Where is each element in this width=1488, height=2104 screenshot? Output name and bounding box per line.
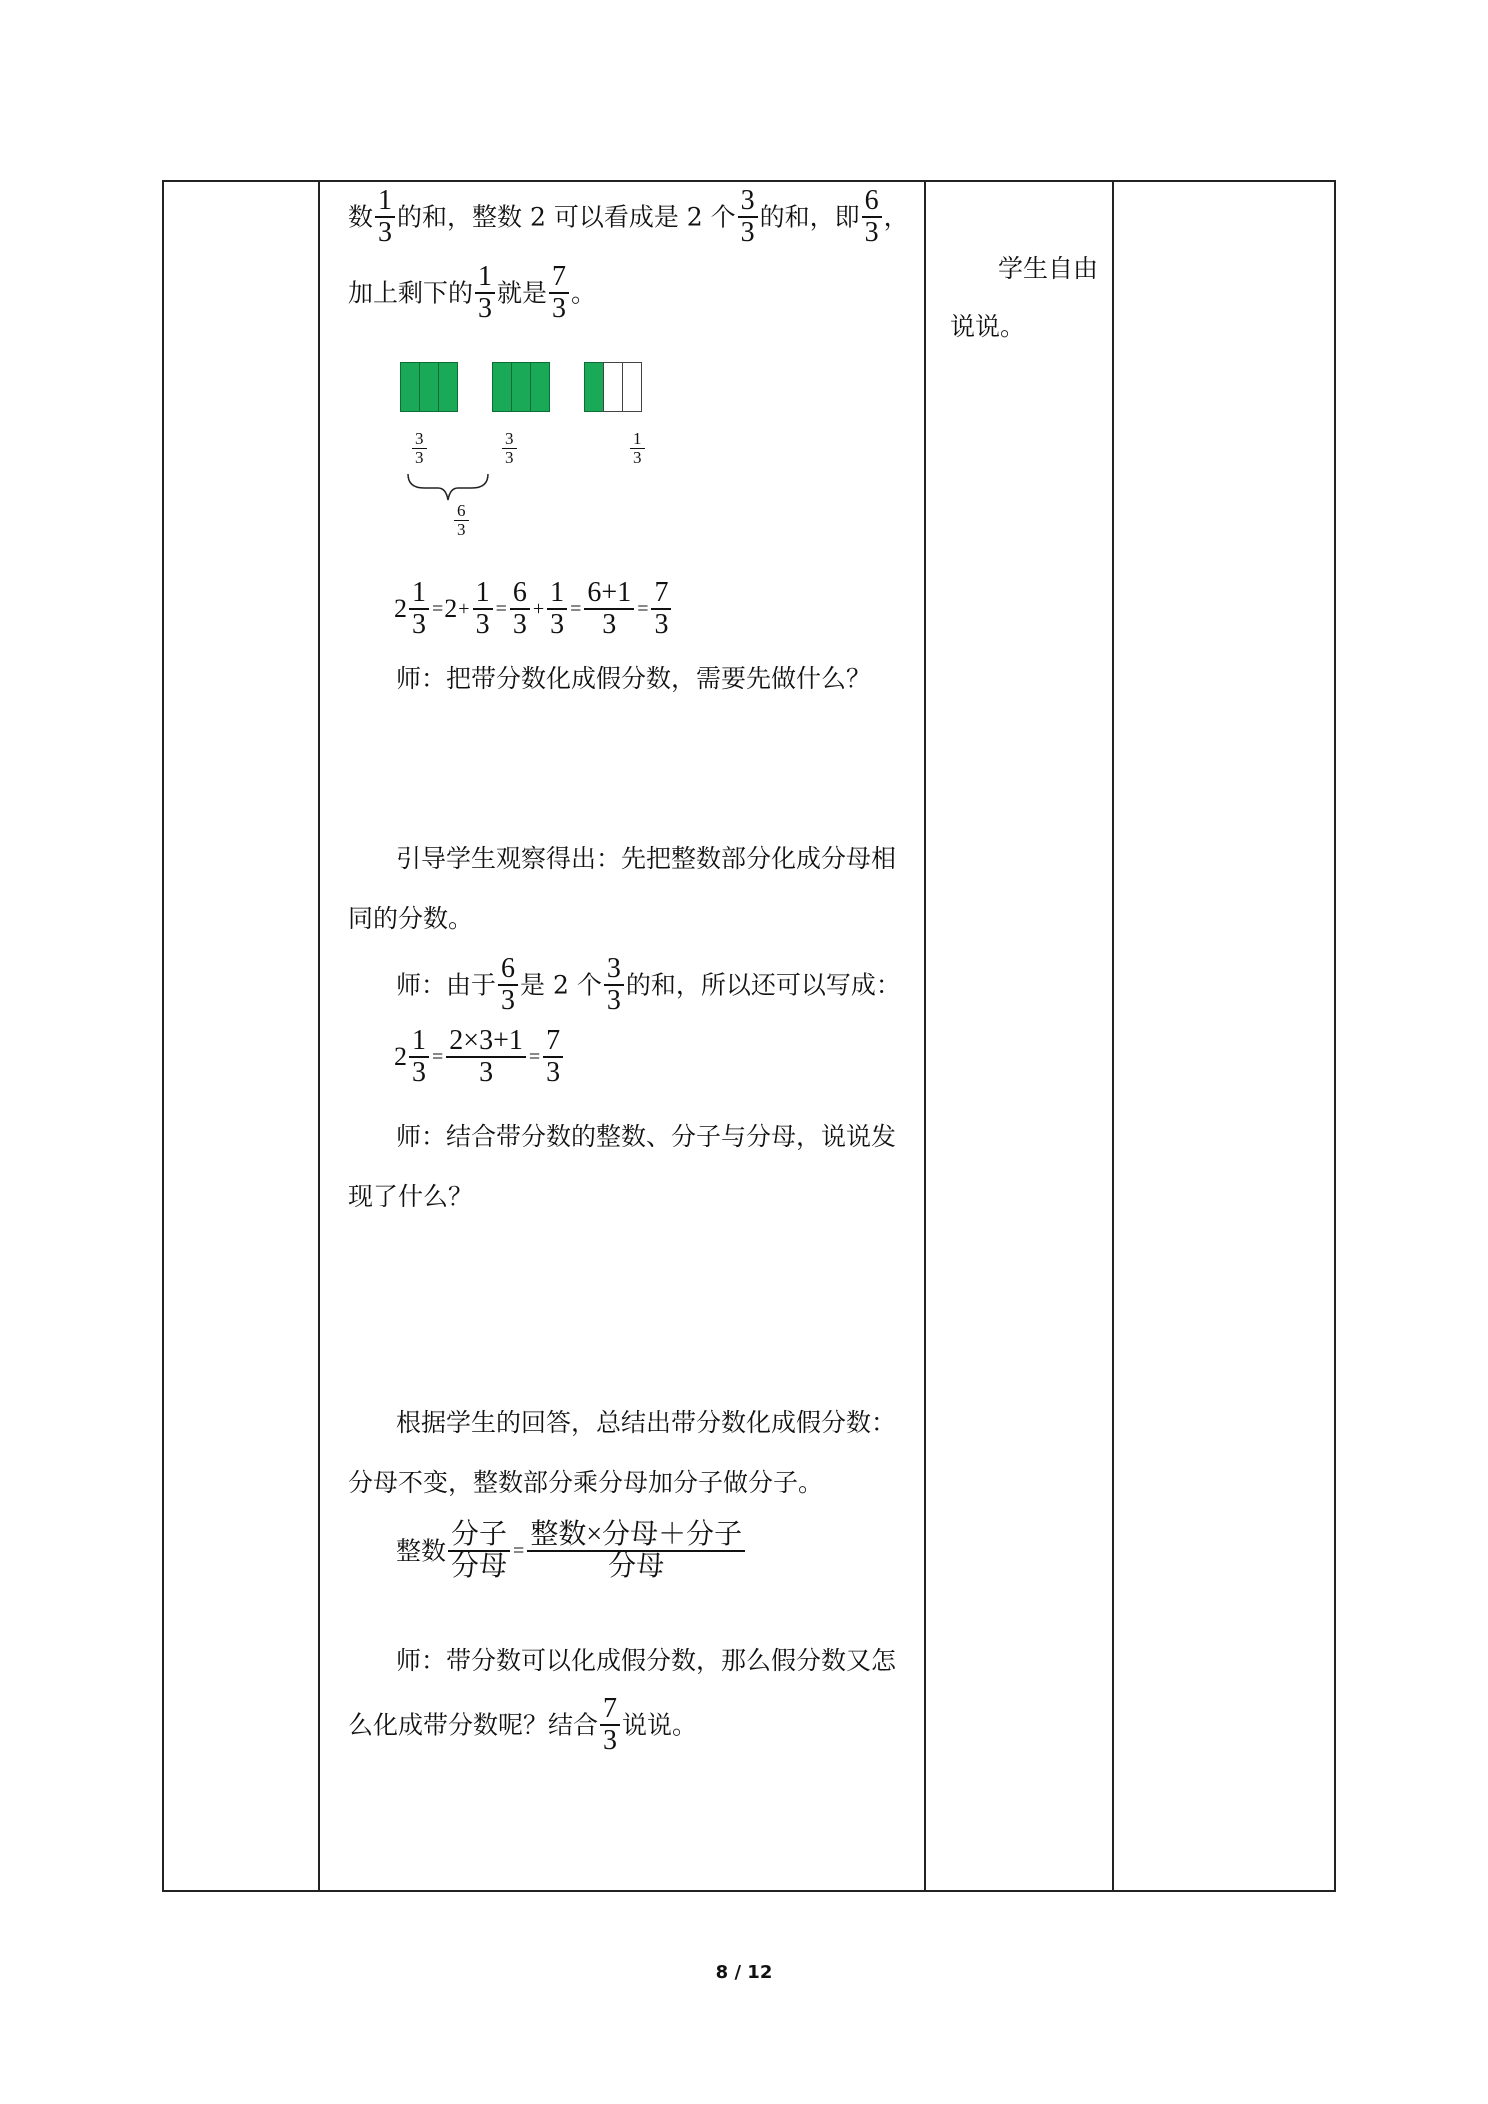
fraction: $\frac{1}{3}$ [375, 186, 395, 248]
page-number: 8 / 12 [715, 1962, 773, 1983]
diagram-label-3-3-a: $\frac{3}{3}$ [410, 430, 429, 468]
fraction-blocks-diagram [400, 362, 700, 414]
table-border-top [162, 180, 1336, 182]
curly-brace [408, 474, 488, 500]
table-border-right [1334, 180, 1336, 1892]
general-formula: 整数 $\frac{\text{分子}}{\text{分母}}$ = $\frac{\text{整数×分母＋分子}}{\text{分母}}$ [396, 1520, 747, 1582]
fraction: $\frac{1}{3}$ [475, 262, 495, 324]
diagram-label-3-3-b: $\frac{3}{3}$ [500, 430, 519, 468]
text: 加上剩下的 [348, 278, 474, 308]
table-border-left [162, 180, 164, 1892]
fraction: $\frac{7}{3}$ [549, 262, 569, 324]
text: 就是 [497, 278, 548, 308]
text: 。 [571, 278, 597, 308]
filled-third-block [419, 362, 439, 412]
filled-third-block [530, 362, 550, 412]
diagram-label-1-3: $\frac{1}{3}$ [628, 430, 647, 468]
text: 的和，即 [759, 202, 860, 232]
diagram-label-6-3: $\frac{6}{3}$ [452, 502, 471, 540]
column-divider-3 [1112, 180, 1114, 1892]
table-border-bottom [162, 1890, 1336, 1892]
student-activity-line-1: 学生自由 [998, 254, 1099, 283]
filled-third-block [438, 362, 458, 412]
paragraph-2 [348, 262, 596, 324]
lesson-table [162, 180, 1336, 1892]
observation-line-2: 同的分数。 [348, 904, 474, 933]
student-activity-line-2: 说说。 [950, 312, 1026, 341]
observation-line-1: 引导学生观察得出：先把整数部分化成分母相 [396, 844, 897, 873]
filled-third-block [584, 362, 604, 412]
filled-third-block [511, 362, 531, 412]
brace-diagram [394, 428, 654, 568]
text: 数 [348, 202, 374, 232]
teacher-question-2-line-2: 现了什么？ [348, 1182, 474, 1211]
filled-third-block [400, 362, 420, 412]
teacher-question-3-line-2: 么化成带分数呢？结合 $\frac{7}{3}$ 说说。 [348, 1693, 698, 1757]
paragraph-3: 师：由于 $\frac{6}{3}$ 是 2 个 $\frac{3}{3}$ 的和，所以还可以写成： [396, 953, 901, 1017]
summary-line-1: 根据学生的回答，总结出带分数化成假分数： [396, 1408, 897, 1437]
empty-third-block [603, 362, 623, 412]
fraction: $\frac{3}{3}$ [738, 186, 758, 248]
teacher-question-2-line-1: 师：结合带分数的整数、分子与分母，说说发 [396, 1122, 897, 1151]
column-divider-1 [318, 180, 320, 1892]
equation-2: 2 $\frac{1}{3}$ = $\frac{2\times 3+1}{3}$ = $\frac{7}{3}$ [394, 1026, 565, 1088]
text: ， [883, 202, 909, 232]
summary-line-2: 分母不变，整数部分乘分母加分子做分子。 [348, 1468, 824, 1497]
filled-third-block [492, 362, 512, 412]
text: 的和，整数 2 可以看成是 2 个 [397, 202, 736, 232]
paragraph-1 [348, 186, 909, 248]
column-divider-2 [924, 180, 926, 1892]
equation-1: 2 $\frac{1}{3}$ =2+ $\frac{1}{3}$ = $\frac{6}{3}$ + $\frac{1}{3}$ = $\frac{6+1}{3}$ = $\frac{7}{3}$ [394, 578, 673, 640]
teacher-question-1: 师：把带分数化成假分数，需要先做什么？ [396, 664, 872, 693]
teacher-question-3-line-1: 师：带分数可以化成假分数，那么假分数又怎 [396, 1646, 897, 1675]
empty-third-block [622, 362, 642, 412]
fraction: $\frac{6}{3}$ [862, 186, 882, 248]
